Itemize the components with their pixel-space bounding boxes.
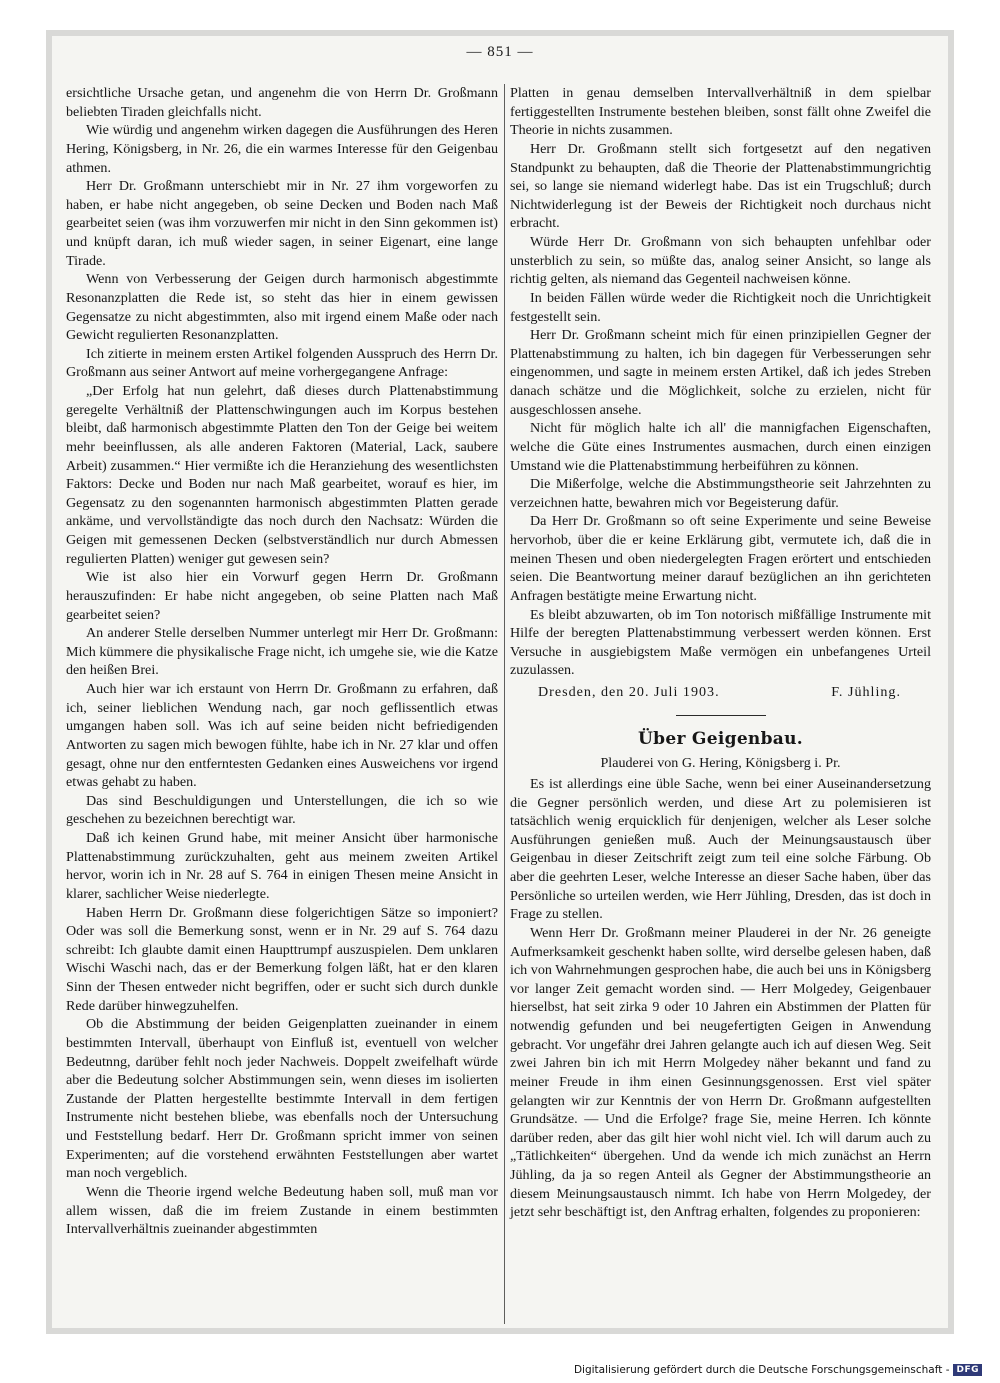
paragraph: Wenn von Verbesserung der Geigen durch harmonisch abgestimmte Resonanzplatten die Rede ist, so steht das hier in einem gewissen Gegensatze zu nicht abgestimmten, also mit irgend einem Maße oder nach Gewicht regulierten Resonanzplatten. <box>66 271 498 344</box>
paragraph: Wenn die Theorie irgend welche Bedeutung haben soll, muß man vor allem wissen, daß die im freiem Zustande in einem bestimmten Intervallverhältnis zueinander abgestimmten <box>66 1183 498 1238</box>
page-number: — 851 — <box>466 44 534 60</box>
paragraph: Es bleibt abzuwarten, ob im Ton notorisch mißfällige Instrumente mit Hilfe der beregten Plattenabstimmung verbessert werden können. Erst Versuche in ausgiebigstem Maße vermögen ein unbefangenes Urteil zuzulassen. <box>510 606 931 679</box>
paragraph: Daß ich keinen Grund habe, mit meiner Ansicht über harmonische Plattenabstimmung zurückzuhalten, geht aus meinem zweiten Artikel hervor, worin ich in Nr. 28 auf S. 764 in einigen Thesen meine Ansicht in klarer, sachlicher Weise niederlegte. <box>66 830 498 902</box>
paragraph: Haben Herrn Dr. Großmann diese folgerichtigen Sätze so imponiert? Oder was soll die Bemerkung sonst, wenn er in Nr. 29 auf S. 764 dazu schreibt: Ich glaubte damit einen Haupttrumpf auszuspielen. Dem unklaren Wischi Waschi nach, das er der Bemerkung folgen läßt, hat er den klaren Sinn der Thesen entweder nicht begriffen, oder er sucht sich durch dunkle Rede darüber hinwegzuhelfen. <box>66 904 498 1014</box>
paragraph: In beiden Fällen würde weder die Richtigkeit noch die Unrichtigkeit festgestellt sein. <box>510 289 931 325</box>
signature-author: F. Jühling. <box>831 684 901 700</box>
article-subtitle: Plauderei von G. Hering, Königsberg i. Pr. <box>600 755 841 772</box>
paragraph: Ob die Abstimmung der beiden Geigenplatten zueinander in einem bestimmten Intervall, überhaupt von Einfluß ist, eventuell von welcher Bedeutnng, darüber fehlt noch jeder Nachweis. Doppelt zweifelhaft würde aber die Bedeutung solcher Abstimmungen sein, wenn dieses im isolierten Zustande der Platten hergestellte bestimmte Intervall in dem fertigen Instrumente nicht bestehen bliebe, was ebenfalls noch der Untersuchung und Feststellung bedarf. Herr Dr. Großmann spricht immer von seinen Experimenten; auf die vorstehend erwähnten Feststellungen aber wartet man noch vergeblich. <box>66 1016 498 1182</box>
signature-line <box>510 683 931 702</box>
dfg-logo: DFG <box>953 1364 982 1376</box>
paragraph: Da Herr Dr. Großmann so oft seine Experimente und seine Beweise hervorhob, über die er keine Erklärung gibt, vermutete ich, daß die in meinen Thesen und oben niedergelegten Fragen erörtert und entschieden seien. Die Beantwortung meiner darauf bezüglichen an ihn gerichteten Anfragen bestätigte meine Erwartung nicht. <box>510 513 931 604</box>
paragraph: Herr Dr. Großmann stellt sich fortgesetzt auf den negativen Standpunkt zu behaupten, daß die Theorie der Plattenabstimmungrichtig sei, so lange sie niemand widerlegt habe. Das ist ein Trugschluß; durch Nichtwiderlegung ist der Beweis der Richtigkeit noch durchaus nicht erbracht. <box>510 140 931 232</box>
paragraph: Nicht für möglich halte ich all' die mannigfachen Eigenschaften, welche die Güte eines Instrumentes ausmachen, durch einen einzigen Umstand wie die Plattenabstimmung herbeiführen zu können. <box>510 420 931 474</box>
paragraph: Das sind Beschuldigungen und Unterstellungen, die ich so wie geschehen zu bezeichnen berechtigt war. <box>66 792 498 828</box>
paragraph: Wenn Herr Dr. Großmann meiner Plauderei in der Nr. 26 geneigte Aufmerksamkeit geschenkt haben sollte, wird derselbe gelesen haben, daß ich von Wahrnehmungen gesprochen habe, die auch bei uns in Königsberg vor langer Zeit gemacht worden sind. — Herr Molgedey, Geigenbauer hierselbst, hat seit zirka 9 oder 10 Jahren ein Abstimmen der Platten für notwendig gefunden und bei neugefertigten Geigen in Anwendung gebracht. Vor ungefähr drei Jahren gelangte auch ich auf diesen Weg. Seit zwei Jahren bin ich mit Herrn Molgedey näher bekannt und fand zu meiner Freude in ihm einen Gesinnungsgenossen. Erst viel später gelangten wir zur Kenntnis der von Herrn Dr. Großmann aufgestellten Grundsätze. — Und die Erfolge? frage Sie, meine Herren. Ich könnte darüber reden, aber das gilt hier wohl nicht viel. Ich will darum auch zu „Tätlichkeiten“ übergehen. Und da wende ich mich zunächst an Herrn Jühling, da ja so regen Anteil als Gegner der Abstimmungstheorie an diesem Meinungsaustausch nimmt. Ich habe von Herrn Molgedey, der jetzt sehr beschäftigt ist, den Anftrag erhalten, folgendes zu proponieren: <box>510 924 931 1221</box>
article-title: Über Geigenbau. <box>638 728 803 749</box>
paragraph: Auch hier war ich erstaunt von Herrn Dr. Großmann zu erfahren, daß ich, seiner lieblichen Wendung nach, gar noch geflissentlich etwas umgangen haben soll. Was ich auf seine beiden nicht befriedigenden Antworten zu sagen mich bewogen fühlte, habe ich in Nr. 27 klar und offen gesagt, ohne nur den entferntesten Gedanken eines Ausweichens vor irgend etwas gehabt zu haben. <box>66 681 498 791</box>
quotation-paragraph: „Der Erfolg hat nun gelehrt, daß dieses durch Plattenabstimmung geregelte Verhältniß der Plattenschwingungen auch im Korpus bestehen bleibt, daß harmonisch abgestimmte Platten den Ton der Geige bei weitem mehr beeinflussen, als alle anderen Faktoren (Material, Lack, saubere Arbeit) zusammen.“ Hier vermißte ich die Heranziehung des wesentlichsten Faktors: Decke und Boden nur nach Maß gearbeitet, worauf es hier, im Gegensatz zu den sogenannten harmonisch abgestimmten Platten gerade ankäme, und vervollständigte das noch durch den Nachsatz: Würden die Geigen mit gemessenen Decken (selbstverständlich nur durch Abmessen regulierten Platten) weniger gut gewesen sein? <box>66 383 498 567</box>
column-divider <box>504 84 505 1324</box>
paragraph: ersichtliche Ursache getan, und angenehm die von Herrn Dr. Großmann beliebten Tiraden gleichfalls nicht. <box>66 85 498 120</box>
paragraph: Die Mißerfolge, welche die Abstimmungstheorie seit Jahrzehnten zu verzeichnen hatte, bewahren mich vor Begeisterung dafür. <box>510 476 931 511</box>
digitization-credit <box>574 1364 982 1376</box>
paragraph: Herr Dr. Großmann unterschiebt mir in Nr. 27 ihm vorgeworfen zu haben, er habe nicht angegeben, ob seine Decken und Boden nach Maß gearbeitet seien (was ihm vorzuwerfen mir nicht in den Sinn gekommen ist) und knüpft daran, ich muß wieder sagen, in seiner Eigenart, eine lange Tirade. <box>66 178 498 269</box>
paragraph: Platten in genau demselben Intervallverhältniß in dem spielbar fertiggestellten Instrumente bestehen bleiben, sonst fällt ohne Zweifel die Theorie in nichts zusammen. <box>510 85 931 139</box>
paragraph: Wie ist also hier ein Vorwurf gegen Herrn Dr. Großmann herauszufinden: Er habe nicht angegeben, ob seine Platten nach Maß gearbeitet seien? <box>66 569 498 623</box>
paragraph: Herr Dr. Großmann scheint mich für einen prinzipiellen Gegner der Plattenabstimmung zu halten, ich bin dagegen für Verbesserungen sehr eingenommen, und sagte in meinem ersten Artikel, daß ich jedes Streben danach schätze und die Möglichkeit, solche zu erzielen, nicht für ausgeschlossen ansehe. <box>510 327 931 418</box>
signature-place-date: Dresden, den 20. Juli 1903. <box>538 684 720 700</box>
paragraph: An anderer Stelle derselben Nummer unterlegt mir Herr Dr. Großmann: Mich kümmere die physikalische Frage nicht, ich umgehe sie, wie die Katze den heißen Brei. <box>66 625 498 679</box>
paragraph: Es ist allerdings eine üble Sache, wenn bei einer Auseinandersetzung die Gegner persönlich werden, und diese Art zu polemisieren ist tatsächlich wenig erquicklich für denjenigen, welcher als Leser solche Ausführungen genießen muß. Auch der Meinungsaustausch über Geigenbau in dieser Zeitschrift zeigt zum teil eine solche Färbung. Ob aber die geehrten Leser, welche Interesse an dieser Sache haben, über das Persönliche so urteilen werden, wie Herr Jühling, Dresden, das ist doch in Frage zu stellen. <box>510 775 931 923</box>
paragraph: Wie würdig und angenehm wirken dagegen die Ausführungen des Heren Hering, Königsberg, in Nr. 26, die ein warmes Interesse für den Geigenbau athmen. <box>66 122 498 176</box>
left-column <box>66 84 498 1239</box>
article-separator <box>676 715 766 716</box>
paragraph: Ich zitierte in meinem ersten Artikel folgenden Ausspruch des Herrn Dr. Großmann aus seiner Antwort auf meine vorhergegangene Anfrage: <box>66 345 498 381</box>
paragraph: Würde Herr Dr. Großmann von sich behaupten unfehlbar oder unsterblich zu sein, so müßte das, analog seiner Ansicht, so lange als richtig gelten, als niemand das Gegenteil nachweisen könne. <box>510 234 931 288</box>
right-column <box>510 84 931 1222</box>
credit-text: Digitalisierung gefördert durch die Deutsche Forschungsgemeinschaft - <box>573 1364 950 1376</box>
